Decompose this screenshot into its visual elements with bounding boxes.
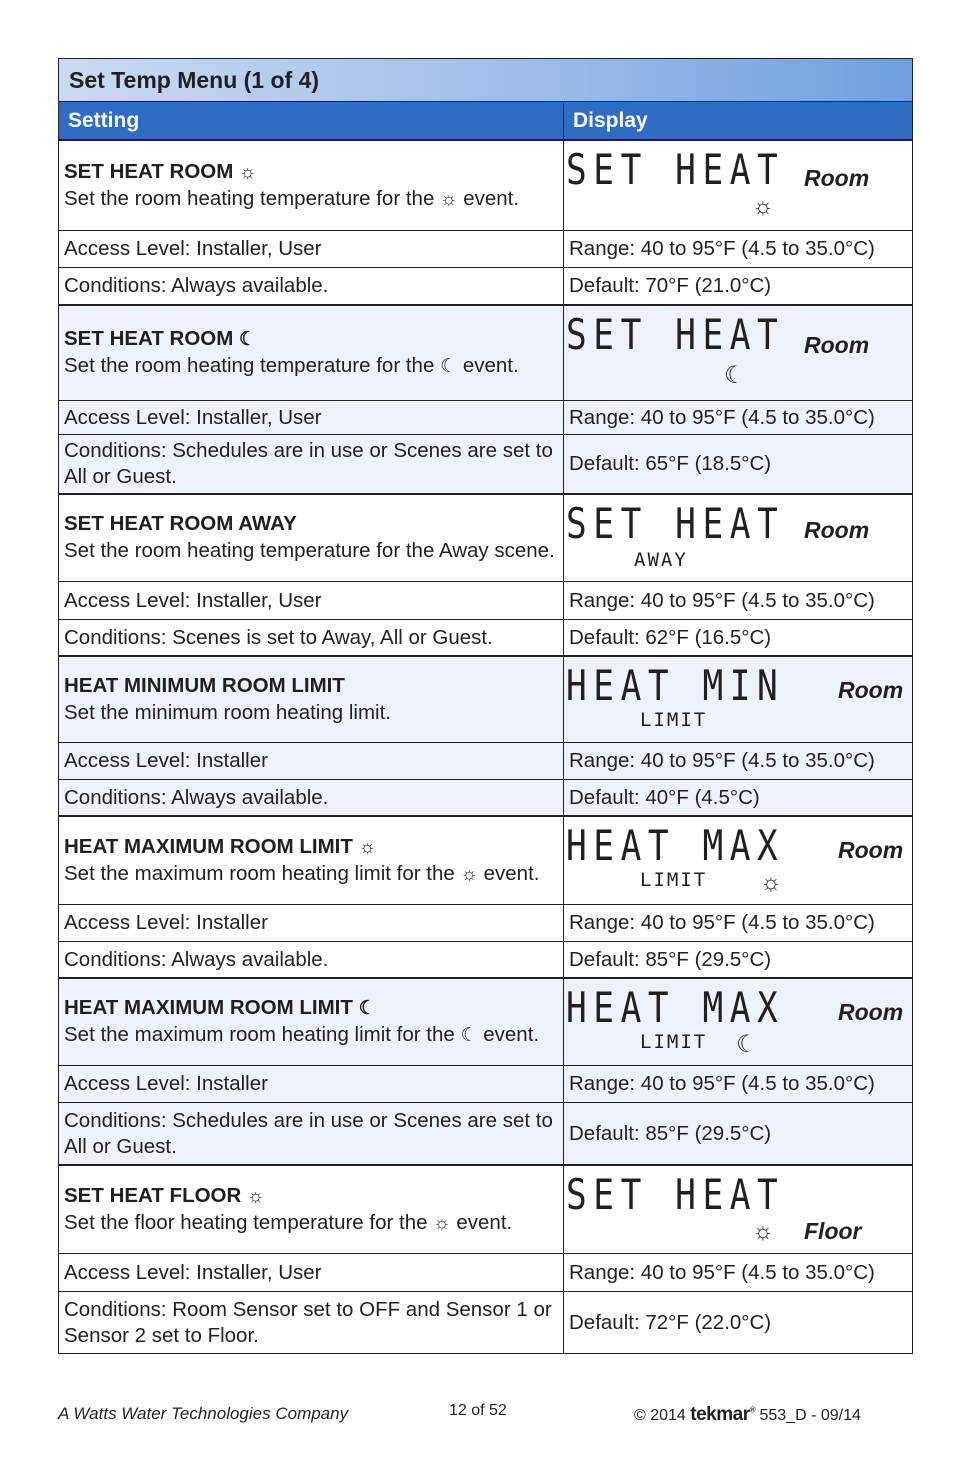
conditions-row (59, 1291, 912, 1353)
conditions-row (59, 267, 912, 304)
range: Range: 40 to 95°F (4.5 to 35.0°C) (569, 237, 875, 260)
access-row (59, 1065, 912, 1102)
default-value: Default: 85°F (29.5°C) (569, 947, 772, 971)
setting-description: Set the room heating temperature for the ☼ event. (64, 186, 520, 210)
lcd-display-cell (564, 495, 912, 581)
setting-row (59, 977, 912, 1065)
setting-name: SET HEAT ROOM ☾ (64, 327, 257, 350)
lcd-display (564, 495, 912, 581)
lcd-display (564, 817, 912, 904)
conditions-row (59, 434, 912, 493)
setting-description: Set the maximum room heating limit for the ☼ event. (64, 861, 540, 885)
setting-name: SET HEAT ROOM AWAY (64, 512, 297, 535)
setting-description-cell (59, 817, 564, 904)
lcd-main-text: HEAT MAX (566, 983, 785, 1032)
lcd-sub-text: AWAY (634, 549, 688, 571)
lcd-display (564, 979, 912, 1065)
lcd-display (564, 657, 912, 742)
range: Range: 40 to 95°F (4.5 to 35.0°C) (569, 588, 875, 612)
lcd-display-cell (564, 657, 912, 742)
setting-name: HEAT MAXIMUM ROOM LIMIT ☾ (64, 996, 376, 1019)
access-row (59, 230, 912, 267)
lcd-event-icon: ☼ (760, 869, 782, 896)
default-value: Default: 65°F (18.5°C) (569, 452, 772, 475)
setting-row (59, 655, 912, 742)
lcd-location-tag: Room (804, 165, 870, 191)
footer-page-number: 12 of 52 (449, 1402, 507, 1419)
access-row (59, 400, 912, 434)
table-header (59, 102, 912, 139)
lcd-event-icon: ☼ (752, 1218, 774, 1245)
setting-description-cell (59, 657, 564, 742)
tekmar-logo: tekmar® (690, 1404, 756, 1425)
lcd-location-tag: Floor (804, 1218, 862, 1244)
event-icon: ☼ (247, 1185, 265, 1207)
lcd-main-text: HEAT MIN (566, 661, 785, 710)
lcd-sub-text: LIMIT (640, 709, 708, 731)
lcd-location-tag: Room (838, 677, 904, 703)
access-level: Access Level: Installer (59, 743, 564, 779)
setting-groups (59, 139, 912, 1353)
footer-company: A Watts Water Technologies Company (58, 1404, 349, 1423)
setting-name: HEAT MAXIMUM ROOM LIMIT ☼ (64, 834, 376, 858)
access-row (59, 1253, 912, 1291)
lcd-location-tag: Room (804, 517, 870, 543)
lcd-main-text: SET HEAT (566, 310, 785, 359)
default-value: Default: 70°F (21.0°C) (569, 274, 772, 297)
lcd-display-cell (564, 1166, 912, 1253)
setting-name: SET HEAT ROOM ☼ (64, 159, 257, 183)
event-icon: ☾ (460, 1025, 478, 1046)
setting-description-cell (59, 495, 564, 581)
setting-description-cell (59, 1166, 564, 1253)
lcd-event-icon: ☾ (736, 1031, 758, 1058)
set-temp-menu-table (58, 58, 913, 1354)
setting-name: HEAT MINIMUM ROOM LIMIT (64, 673, 345, 697)
lcd-location-tag: Room (838, 837, 904, 863)
lcd-display-cell (564, 817, 912, 904)
header-display: Display (573, 109, 648, 132)
setting-row (59, 1164, 912, 1253)
conditions-row (59, 619, 912, 655)
lcd-main-text: HEAT MAX (566, 821, 785, 870)
setting-description: Set the minimum room heating limit. (64, 700, 391, 724)
access-level: Access Level: Installer (59, 905, 564, 941)
default-value: Default: 40°F (4.5°C) (569, 785, 760, 809)
conditions-row (59, 1102, 912, 1164)
access-level: Access Level: Installer, User (59, 401, 564, 434)
setting-description-cell (59, 979, 564, 1065)
conditions: Conditions: Always available. (59, 942, 564, 977)
conditions: Conditions: Schedules are in use or Scenes are set to All or Guest. (59, 435, 564, 493)
event-icon: ☾ (239, 329, 257, 350)
setting-description: Set the room heating temperature for the Away scene. (64, 539, 555, 562)
event-icon: ☼ (358, 836, 376, 858)
setting-row (59, 815, 912, 904)
lcd-main-text: SET HEAT (566, 1170, 785, 1219)
access-row (59, 742, 912, 779)
range: Range: 40 to 95°F (4.5 to 35.0°C) (569, 911, 875, 934)
access-level: Access Level: Installer, User (59, 1254, 564, 1291)
lcd-main-text: SET HEAT (566, 499, 785, 548)
conditions-row (59, 779, 912, 815)
range: Range: 40 to 95°F (4.5 to 35.0°C) (569, 749, 875, 772)
access-level: Access Level: Installer, User (59, 231, 564, 267)
default-value: Default: 62°F (16.5°C) (569, 625, 772, 649)
setting-description: Set the maximum room heating limit for the ☾ event. (64, 1023, 540, 1046)
setting-row (59, 493, 912, 581)
doc-number: 553_D - 09/14 (759, 1407, 861, 1424)
range: Range: 40 to 95°F (4.5 to 35.0°C) (569, 1260, 875, 1284)
lcd-display-cell (564, 306, 912, 400)
menu-title: Set Temp Menu (1 of 4) (59, 59, 912, 102)
lcd-event-icon: ☾ (724, 362, 746, 389)
lcd-display (564, 306, 912, 400)
range: Range: 40 to 95°F (4.5 to 35.0°C) (569, 1072, 875, 1095)
footer-copyright (634, 1404, 861, 1426)
conditions: Conditions: Always available. (59, 780, 564, 815)
lcd-sub-text: LIMIT (640, 1031, 708, 1053)
setting-row (59, 139, 912, 230)
conditions-row (59, 941, 912, 977)
range: Range: 40 to 95°F (4.5 to 35.0°C) (569, 405, 875, 429)
lcd-location-tag: Room (804, 332, 870, 358)
lcd-display (564, 141, 912, 230)
access-row (59, 581, 912, 619)
lcd-display-cell (564, 141, 912, 230)
setting-name: SET HEAT FLOOR ☼ (64, 1183, 265, 1207)
event-icon: ☼ (460, 863, 478, 885)
access-level: Access Level: Installer (59, 1066, 564, 1102)
event-icon: ☼ (440, 188, 458, 210)
event-icon: ☾ (358, 998, 376, 1019)
setting-description: Set the floor heating temperature for the ☼ event. (64, 1210, 513, 1234)
event-icon: ☾ (440, 356, 458, 377)
access-row (59, 904, 912, 941)
default-value: Default: 72°F (22.0°C) (569, 1310, 772, 1334)
setting-row (59, 304, 912, 400)
lcd-display-cell (564, 979, 912, 1065)
setting-description: Set the room heating temperature for the ☾ event. (64, 354, 519, 377)
lcd-location-tag: Room (838, 999, 904, 1025)
access-level: Access Level: Installer, User (59, 582, 564, 619)
lcd-display (564, 1166, 912, 1253)
conditions: Conditions: Schedules are in use or Scenes are set to All or Guest. (59, 1103, 564, 1164)
conditions: Conditions: Scenes is set to Away, All or Guest. (59, 620, 564, 655)
header-setting: Setting (59, 102, 564, 139)
lcd-sub-text: LIMIT (640, 869, 708, 891)
conditions: Conditions: Always available. (59, 268, 564, 304)
copyright-text: © 2014 (634, 1407, 686, 1424)
setting-description-cell (59, 141, 564, 230)
default-value: Default: 85°F (29.5°C) (569, 1121, 772, 1145)
lcd-event-icon: ☼ (752, 193, 774, 220)
event-icon: ☼ (239, 161, 257, 183)
lcd-main-text: SET HEAT (566, 145, 785, 194)
setting-description-cell (59, 306, 564, 400)
conditions: Conditions: Room Sensor set to OFF and Sensor 1 or Sensor 2 set to Floor. (59, 1292, 564, 1353)
event-icon: ☼ (433, 1212, 451, 1234)
